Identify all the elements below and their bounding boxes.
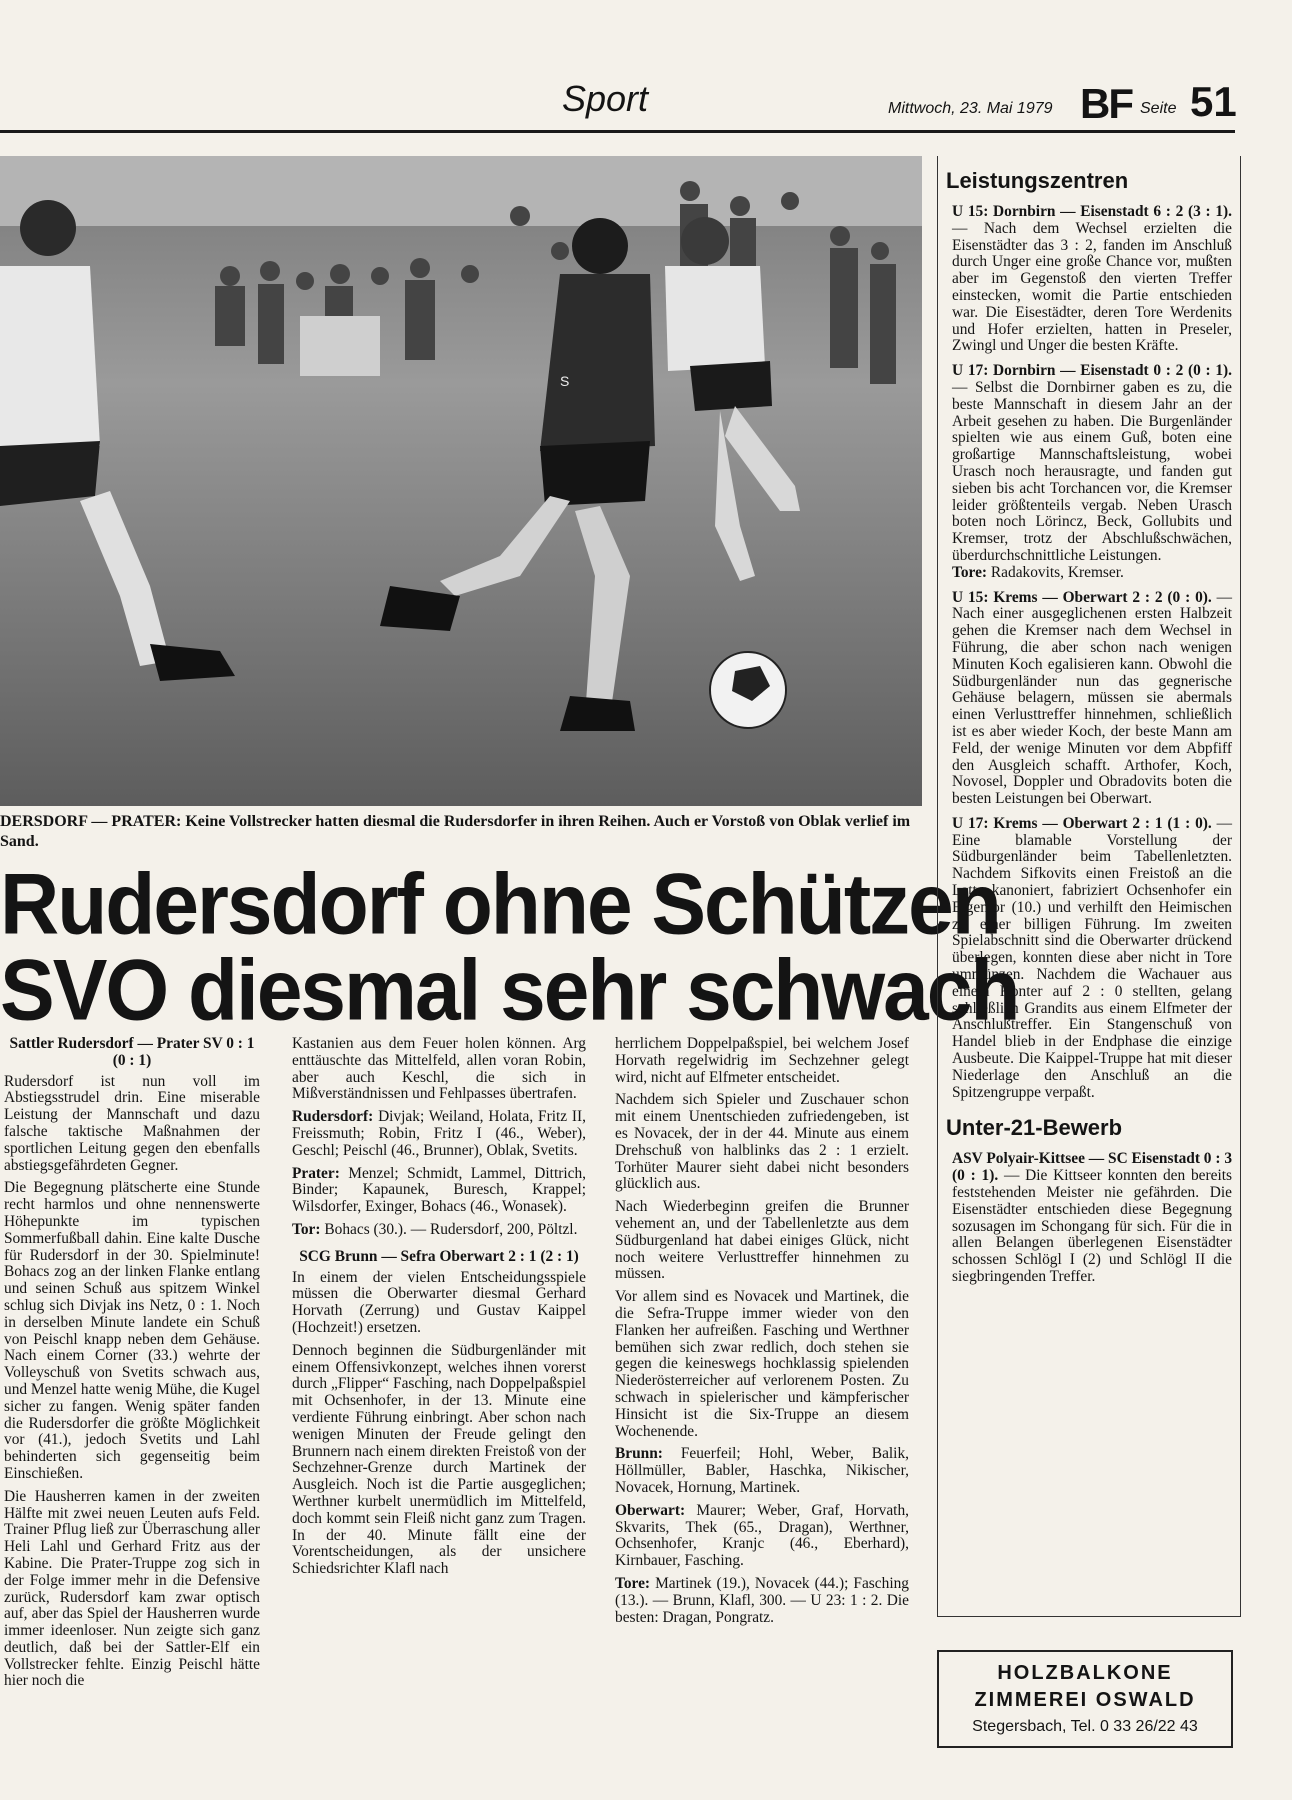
article-column-3 bbox=[615, 1036, 909, 1632]
section-title: Sport bbox=[562, 78, 649, 119]
issue-date: Mittwoch, 23. Mai 1979 bbox=[888, 100, 1053, 117]
paragraph: Vor allem sind es Novacek und Martinek, die die Sefra-Truppe immer wieder von den Flanken her aufreißen. Fasching und Werthner bemühen sich zwar redlich, doch stehen sie gegen die keineswegs hochklassig spielenden Niederösterreicher auf verlorenem Posten. Zu schwach in spielerischer und kämpferischer Hinsicht ist die Six-Truppe an diesem Wochenende. bbox=[615, 1288, 909, 1440]
goals-text: Bohacs (30.). — Rudersdorf, 200, Pöltzl. bbox=[324, 1220, 578, 1238]
advertisement bbox=[937, 1650, 1233, 1748]
paragraph: Die Hausherren kamen in der zweiten Hälfte mit zwei neuen Leuten aufs Feld. Trainer Pflug ließ zur Überraschung aller Heli Lahl und Gerhard Fritz aus der Kabine. Die Prater-Truppe zog sich in der Folge immer mehr in die Defensive zurück, Rudersdorf kam zwar optisch auf, aber das Spiel der Hausherren wurde immer ideenloser. Nun zeigte sich ganz deutlich, daß bei der Sattler-Elf ein Vollstrecker fehlte. Einzig Peischl hätte hier noch die bbox=[4, 1487, 260, 1690]
headline-line-1: Rudersdorf ohne Schützen bbox=[0, 856, 1000, 953]
paragraph: Die Begegnung plätscherte eine Stunde recht harmlos und ohne nennenswerte Höhepunkte im typischen Sommerfußball dahin. Eine kalte Dusche für Rudersdorf in der 30. Spielminute! Bohacs zog an der linken Flanke entlang und seinen Schuß aus spitzem Winkel schlug sich Divjak ins Netz, 0 : 1. Noch in derselben Minute landete ein Schuß von Peischl knapp neben dem Gehäuse. Nach einem Corner (33.) wehrte der Volleyschuß von Svetits schwach aus, und Menzel hatte wenig Mühe, die Kugel sicher zu fangen. Wenig später fanden die Rudersdorfer die größte Möglichkeit vor (41.), jedoch Svetits und Lahl behinderten sich gegenseitig beim Einschießen. bbox=[4, 1179, 261, 1482]
sidebar-text bbox=[938, 204, 1240, 1101]
team-label: Oberwart: bbox=[615, 1501, 686, 1519]
headline-line-2: SVO diesmal sehr schwach bbox=[0, 942, 1019, 1039]
ad-contact: Stegersbach, Tel. 0 33 26/22 43 bbox=[972, 1718, 1198, 1735]
sidebar-box bbox=[937, 156, 1241, 1617]
team-label: Rudersdorf: bbox=[292, 1108, 374, 1126]
result-heading: ASV Polyair-Kittsee — SC Eisenstadt 0 : 3 (0 : 1). bbox=[952, 1150, 1233, 1185]
goals-text: Martinek (19.), Novacek (44.); Fasching (13.). — Brunn, Klafl, 300. — U 23: 1 : 2. Die besten: Dragan, Pongratz. bbox=[615, 1574, 909, 1626]
result-heading: U 17: Krems — Oberwart 2 : 1 (1 : 0). bbox=[952, 814, 1212, 832]
paragraph: herrlichem Doppelpaßspiel, bei welchem Josef Horvath regelwidrig im Sechzehner gelegt wird, nicht auf Elfmeter entscheidet. bbox=[615, 1035, 909, 1086]
ad-line-1: HOLZBALKONE bbox=[997, 1662, 1173, 1684]
result-text: — Nach dem Wechsel erzielten die Eisenstädter das 3 : 2, fanden im Anschluß durch Unger eine große Chance vor, mußten aber im Gegenstoß den vierten Treffer einstecken, womit die Partie entschieden war. Die Eisestädter, deren Tore Werdenits und Hofer erzielten, hatten in Preseler, Zwingl und Unger die besten Kräfte. bbox=[952, 219, 1232, 355]
lineup-brunn bbox=[615, 1446, 909, 1496]
newspaper-logo: BF bbox=[1080, 80, 1132, 127]
paragraph: Rudersdorf ist nun voll im Abstiegsstrudel drin. Eine miserable Leistung der Mannschaft und dazu falsche taktische Maßnahmen der sportlichen Leitung gegen den ebenfalls abstiegsgefährdeten Gegner. bbox=[4, 1072, 260, 1174]
goals-label: Tore: bbox=[615, 1574, 651, 1592]
result-text: — Eine blamable Vorstellung der Südburgenländer beim Tabellenletzten. Nachdem Sifkovits einen Freistoß an die Latte kanoniert, fabriziert Ochsenhofer ein Eigentor (10.) und verhilft den Heimischen zu einer billigen Führung. Im zweiten Spielabschnitt sind die Oberwarter drückend überlegen, konnten diese aber nicht in Tore ummünzen. Nachdem die Wachauer aus einem Konter auf 2 : 0 stellten, gelang schließlich Grandits aus einem Elfmeter der Anschlußtreffer. Ein Stangenschuß von Handel blieb in der Endphase die einzige Ausbeute. Die Kaippel-Truppe hat mit dieser Niederlage den Anschluß an die Spitzengruppe verpaßt. bbox=[952, 814, 1232, 1101]
paragraph: Nachdem sich Spieler und Zuschauer schon mit einem Unentschieden zufriedengeben, ist es Novacek, der in der 44. Minute aus einem Drehschuß von halblinks das 2 : 1 erzielt. Torhüter Maurer sieht dabei nicht besonders glücklich aus. bbox=[615, 1091, 909, 1193]
lineup-text: Maurer; Weber, Graf, Horvath, Skvarits, Thek (65., Dragan), Werthner, Ochsenhofer, Kranjc (46., Eberhard), Kirnbauer, Fasching. bbox=[615, 1501, 909, 1570]
result-heading: U 17: Dornbirn — Eisenstadt 0 : 2 (0 : 1). bbox=[952, 362, 1232, 380]
goals-label: Tore: bbox=[952, 563, 988, 581]
sidebar-text-2 bbox=[938, 1151, 1240, 1285]
result-item bbox=[952, 363, 1232, 581]
svg-text:S: S bbox=[560, 373, 570, 389]
result-heading: U 15: Dornbirn — Eisenstadt 6 : 2 (3 : 1). bbox=[952, 203, 1232, 220]
paragraph: Nach Wiederbeginn greifen die Brunner vehement an, und der Tabellenletzte aus dem Südburgenland hat dabei einiges Glück, nicht noch weitere Verlusttreffer hinnehmen zu müssen. bbox=[615, 1198, 909, 1283]
lineup-oberwart bbox=[615, 1503, 909, 1570]
lineup-text: Feuerfeil; Hohl, Weber, Balik, Höllmüller, Babler, Haschka, Nikischer, Novacek, Hornung, Martinek. bbox=[615, 1445, 909, 1496]
header-rule bbox=[0, 130, 1235, 133]
match-heading: SCG Brunn — Sefra Oberwart 2 : 1 (2 : 1) bbox=[299, 1247, 579, 1265]
football-match-image bbox=[0, 156, 922, 806]
result-text: — Nach einer ausgeglichenen ersten Halbzeit gehen die Kremser nach dem Wechsel in Führung, die aber schon nach wenigen Minuten Koch egalisieren kann. Obwohl die Südburgenländer nun das gegnerische Gehäuse belagern, müssen sie abermals einen Verlusttreffer hinnehmen, schließlich ist es aber wieder Koch, der beste Mann am Feld, der wenige Minuten vor dem Abpfiff den Ausgleich schafft. Arthofer, Koch, Novosel, Doppler und Obradovits boten die besten Leistungen bei Oberwart. bbox=[952, 588, 1232, 808]
result-item bbox=[952, 204, 1232, 355]
article-column-1 bbox=[4, 1036, 260, 1696]
goals-line bbox=[292, 1222, 586, 1239]
result-item bbox=[952, 590, 1232, 808]
result-item bbox=[952, 1151, 1232, 1285]
result-text: — Selbst die Dornbirner gaben es zu, die beste Mannschaft in diesem Jahr an der Arbeit gesehen zu haben. Die Burgenländer spielten wie aus einem Guß, boten eine großartige Mannschaftsleistung, wobei Urasch noch herausragte, und fanden gut sieben bis acht Torchancen vor, die Kremser leider größtenteils vergab. Neben Urasch boten noch Lörincz, Beck, Gollubits und Kremser, trotz der Abschlußschwächen, überdurchschnittliche Leistungen. bbox=[952, 378, 1232, 564]
team-label: Brunn: bbox=[615, 1445, 663, 1463]
sidebar-title-2: Unter-21-Bewerb bbox=[946, 1115, 1123, 1141]
result-text: — Die Kittseer konnten den bereits feststehenden Meister nie gefährden. Die Eisenstädter entschieden diese Begegnung sozusagen im Schongang für sich. Für die in allen Belangen überlegenen Eisenstädter schossen Schlögl I (2) und Schlögl II die siegbringenden Treffer. bbox=[952, 1167, 1232, 1286]
goals-line bbox=[615, 1576, 909, 1626]
paragraph: Kastanien aus dem Feuer holen können. Arg enttäuschte das Mittelfeld, allen voran Robin, aber auch Keschl, die sich in Mißverständnissen und Fehlpasses übertrafen. bbox=[292, 1035, 586, 1103]
sidebar-title: Leistungszentren bbox=[946, 168, 1129, 193]
article-column-2 bbox=[292, 1036, 586, 1584]
photo-caption: DERSDORF — PRATER: Keine Vollstrecker hatten diesmal die Rudersdorfer in ihren Reihen. Auch er Vorstoß von Oblak verlief im Sand. bbox=[0, 813, 911, 850]
page-label: Seite bbox=[1140, 100, 1177, 117]
page-number: 51 bbox=[1190, 78, 1237, 125]
football-photo bbox=[0, 156, 922, 806]
paragraph: In einem der vielen Entscheidungsspiele müssen die Oberwarter diesmal Gerhard Horvath (Zerrung) und Gustav Kaippel (Hochzeit!) ersetzen. bbox=[292, 1268, 586, 1336]
team-label: Prater: bbox=[292, 1164, 340, 1182]
lineup-text: Menzel; Schmidt, Lammel, Dittrich, Binder; Kapaunek, Buresch, Krappel; Wilsdorfer, Exinger, Bohacs (46., Wonasek). bbox=[292, 1164, 586, 1216]
goals-label: Tor: bbox=[292, 1220, 321, 1238]
lineup-prater bbox=[292, 1166, 586, 1216]
paragraph: Dennoch beginnen die Südburgenländer mit einem Offensivkonzept, welches ihnen vorerst durch „Flipper“ Fasching, nach Doppelpaßspiel mit Ochsenhofer, in der 13. Minute eine verdiente Führung einbringt. Aber schon nach wenigen Minuten der Freude gelingt den Brunnern nach einem direkten Freistoß von der Sechzehner-Grenze durch Martinek der Ausgleich. Noch ist die Partie ausgeglichen; Werthner kurbelt unermüdlich im Mittelfeld, doch kommt sein Fleiß nicht ganz zum Tragen. In der 40. Minute fällt eine der Vorentscheidungen, als der unsichere Schiedsrichter Klafl nach bbox=[292, 1341, 586, 1578]
match-heading: Sattler Rudersdorf — Prater SV 0 : 1 (0 : 1) bbox=[9, 1035, 255, 1069]
goals-text: Radakovits, Kremser. bbox=[990, 563, 1124, 581]
lineup-rudersdorf bbox=[292, 1109, 586, 1159]
result-heading: U 15: Krems — Oberwart 2 : 2 (0 : 0). bbox=[952, 588, 1212, 606]
lineup-text: Divjak; Weiland, Holata, Fritz II, Freissmuth; Robin, Fritz I (46., Weber), Geschl; Peischl (46., Brunner), Oblak, Svetits. bbox=[292, 1108, 586, 1159]
result-item bbox=[952, 816, 1232, 1102]
ad-line-2: ZIMMEREI OSWALD bbox=[974, 1689, 1196, 1711]
